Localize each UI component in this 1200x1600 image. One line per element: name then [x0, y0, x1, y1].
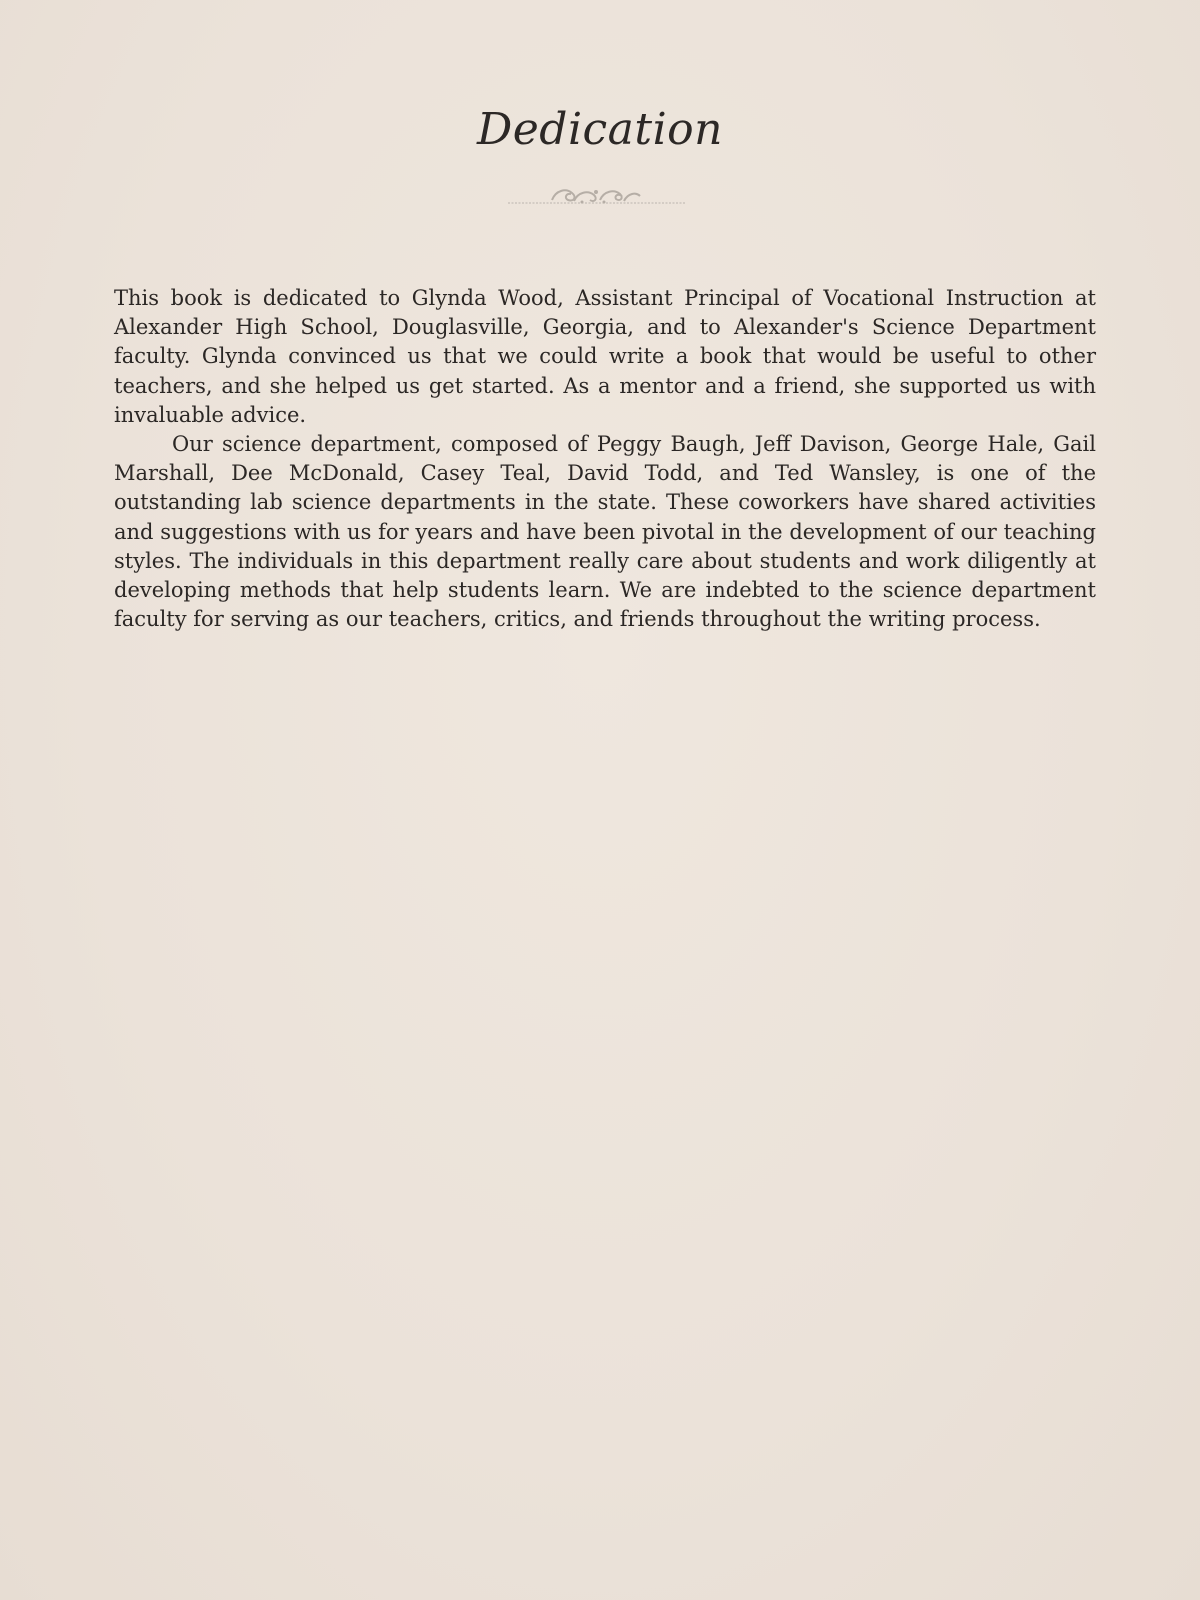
dedication-paragraph-1: This book is dedicated to Glynda Wood, Assistant Principal of Vocational Instruction at Alexander High School, Douglasville, Georgia, and to Alexander's Science Department faculty. Glynda convinced us that we could write a book that would be useful to other teachers, and she helped us get started. As a mentor and a friend, she supported us with invaluable advice. — [114, 286, 1096, 427]
dedication-text — [114, 284, 1096, 634]
dedication-paragraph-2: Our science department, composed of Peggy Baugh, Jeff Davison, George Hale, Gail Marshall, Dee McDonald, Casey Teal, David Todd, and Ted Wansley, is one of the outstanding lab science departments in the state. These coworkers have shared activities and suggestions with us for years and have been pivotal in the development of our teaching styles. The individuals in this department really care about students and work diligently at developing methods that help students learn. We are indebted to the science department faculty for serving as our teachers, critics, and friends throughout the writing process. — [114, 432, 1096, 632]
page-title: Dedication — [476, 104, 723, 155]
flourish-divider-icon — [508, 180, 686, 210]
